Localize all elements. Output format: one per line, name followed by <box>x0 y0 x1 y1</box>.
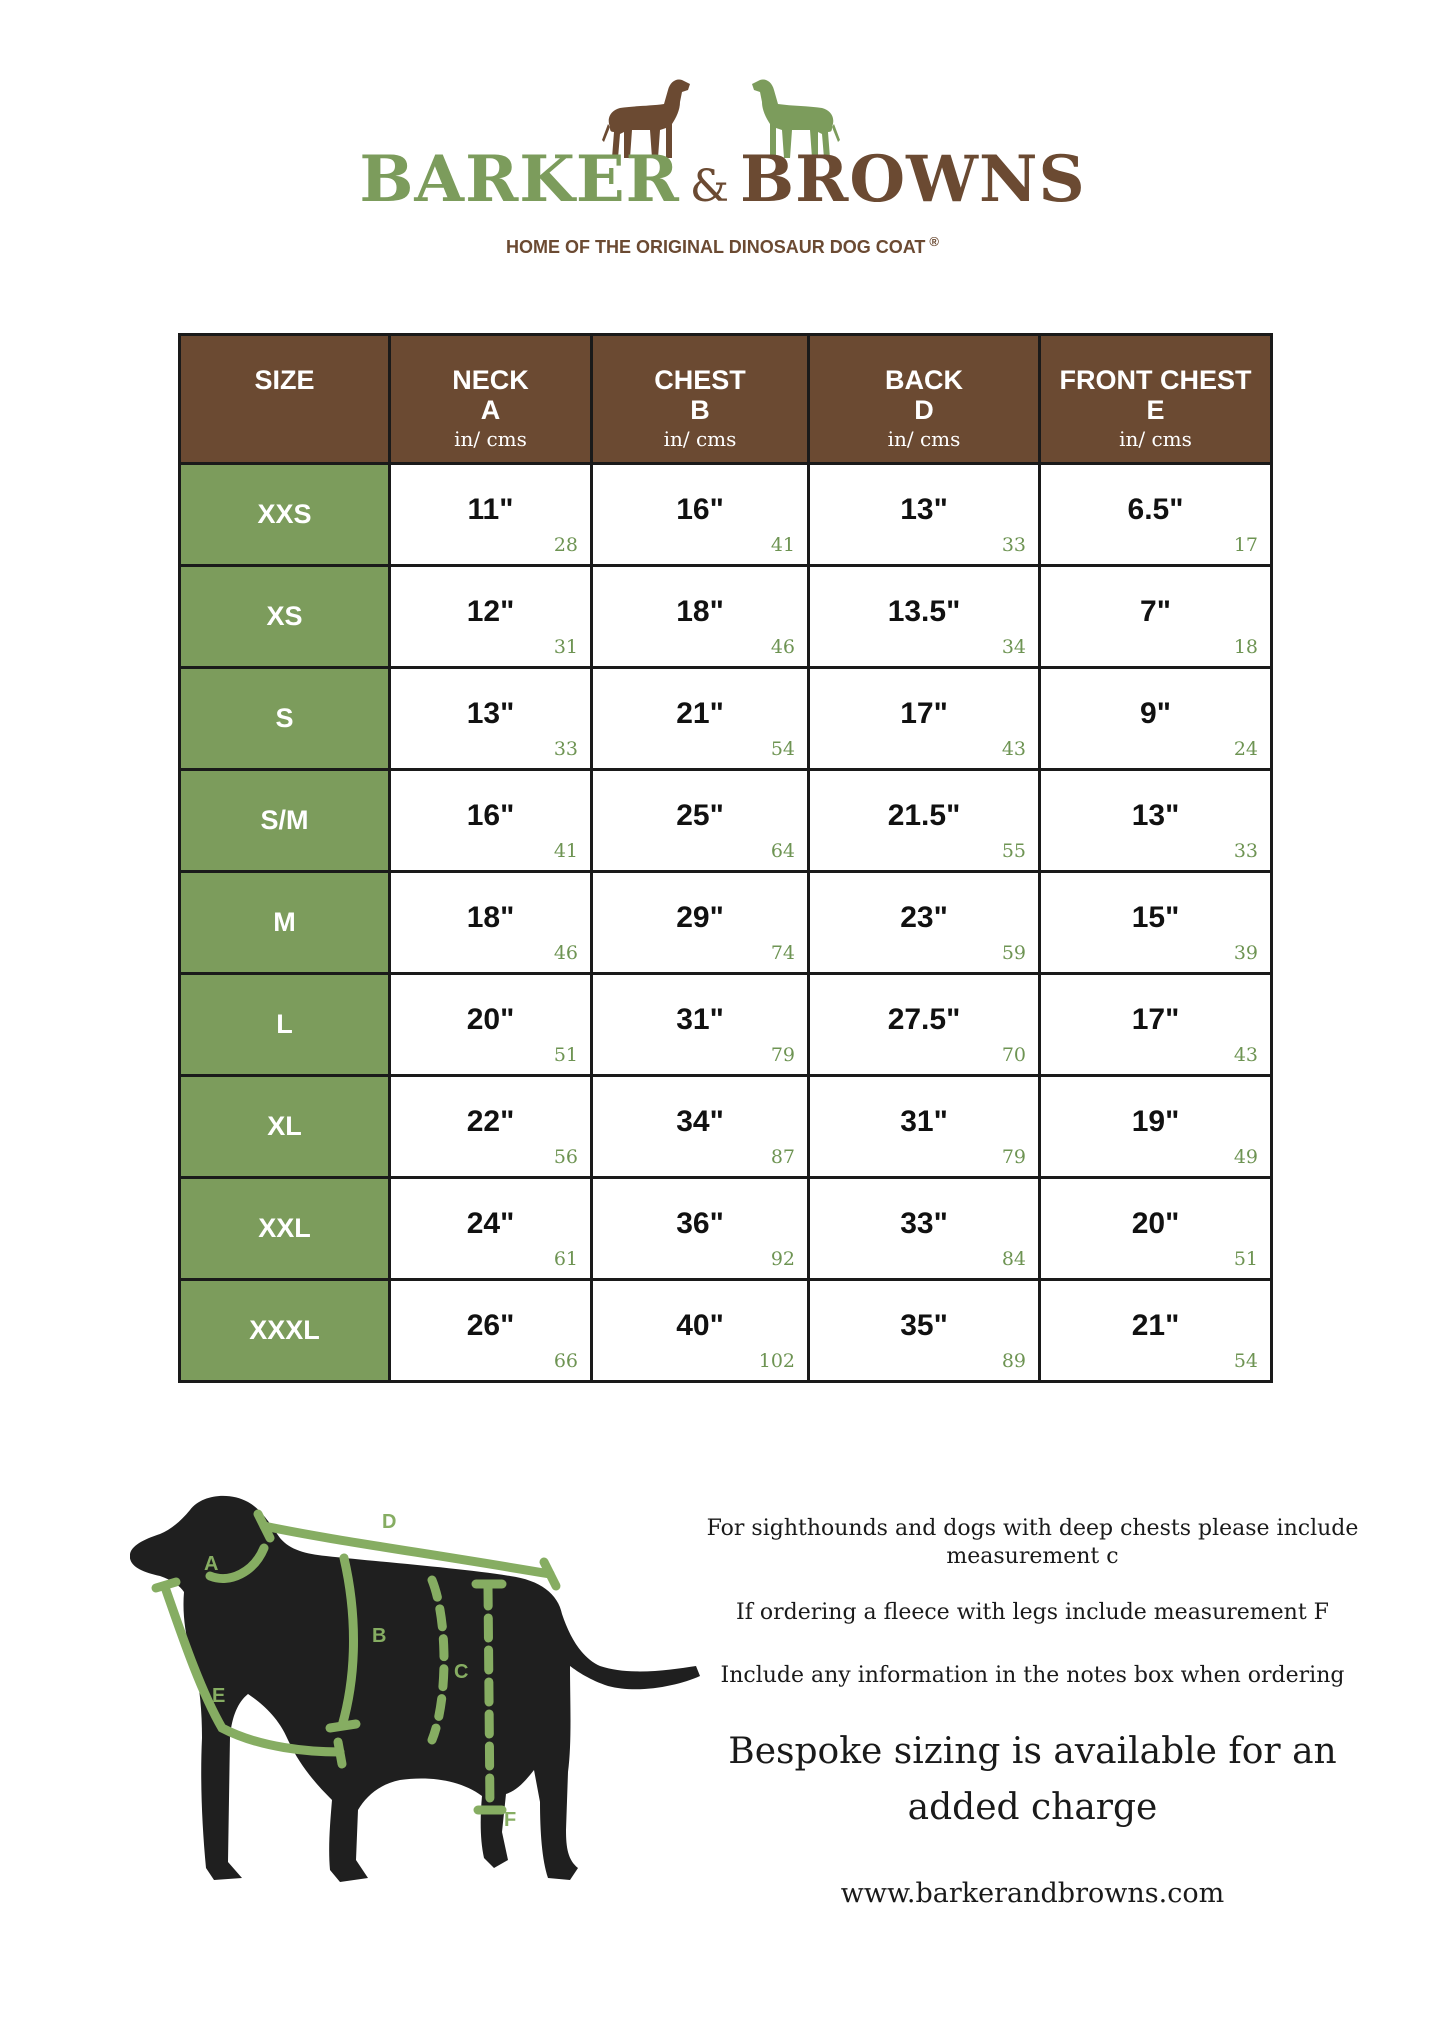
inch-value: 20" <box>466 1003 515 1036</box>
measurement-cell <box>390 668 592 770</box>
measurement-cell <box>1040 974 1272 1076</box>
registered-mark: ® <box>929 234 939 249</box>
label-b: B <box>372 1625 387 1647</box>
table-row <box>180 1076 1272 1178</box>
cm-value: 79 <box>770 1044 795 1066</box>
header-name: CHEST <box>654 365 746 395</box>
inch-value: 27.5" <box>887 1003 961 1036</box>
inch-value: 19" <box>1131 1105 1180 1138</box>
cm-value: 28 <box>553 534 578 556</box>
note-notes-box: Include any information in the notes box when ordering <box>720 1663 1345 1688</box>
inch-value: 35" <box>900 1309 948 1342</box>
inch-value: 11" <box>467 493 514 526</box>
inch-value: 18" <box>466 901 515 934</box>
inch-value: 18" <box>676 595 724 628</box>
inch-value: 21" <box>676 697 724 730</box>
measurement-cell <box>592 872 809 974</box>
measurement-cell <box>1040 1178 1272 1280</box>
measurement-cell <box>809 872 1040 974</box>
inch-value: 36" <box>676 1207 724 1240</box>
measurement-cell <box>390 566 592 668</box>
measurement-cell <box>592 1076 809 1178</box>
measurement-cell <box>592 668 809 770</box>
inch-value: 15" <box>1131 901 1180 934</box>
size-label-cell: M <box>180 872 390 974</box>
cm-value: 70 <box>1001 1044 1026 1066</box>
cm-value: 56 <box>553 1146 578 1168</box>
inch-value: 40" <box>676 1309 724 1342</box>
measurement-cell <box>592 974 809 1076</box>
header-unit: in/ cms <box>454 427 527 452</box>
brand-tagline <box>0 234 1445 258</box>
measurement-cell <box>592 566 809 668</box>
cm-value: 43 <box>1001 738 1026 760</box>
cm-value: 64 <box>770 840 795 862</box>
cm-value: 39 <box>1233 942 1258 964</box>
table-row <box>180 974 1272 1076</box>
cm-value: 41 <box>770 534 795 556</box>
inch-value: 21.5" <box>887 799 961 832</box>
cm-value: 51 <box>1233 1248 1258 1270</box>
measurement-cell <box>809 464 1040 566</box>
measurement-cell <box>809 770 1040 872</box>
measurement-cell <box>592 464 809 566</box>
header-size <box>180 335 390 464</box>
measurement-cell <box>390 1280 592 1382</box>
inch-value: 7" <box>1140 595 1171 628</box>
inch-value: 9" <box>1140 697 1171 730</box>
size-label-cell: XL <box>180 1076 390 1178</box>
table-row <box>180 1280 1272 1382</box>
header-letter: B <box>690 394 710 425</box>
measurement-cell <box>809 1178 1040 1280</box>
cm-value: 33 <box>553 738 578 760</box>
size-label-cell: XXL <box>180 1178 390 1280</box>
dog-measurement-diagram <box>130 1480 720 1890</box>
measurement-cell <box>592 1178 809 1280</box>
header-front-chest <box>1040 335 1272 464</box>
table-header-row <box>180 335 1272 464</box>
header-letter: E <box>1146 394 1165 425</box>
sizing-notes <box>700 1515 1365 1909</box>
cm-value: 102 <box>758 1350 795 1372</box>
website-link[interactable]: www.barkerandbrowns.com <box>840 1877 1225 1909</box>
measurement-cell <box>390 872 592 974</box>
measurement-cell <box>1040 668 1272 770</box>
size-label-cell: XXXL <box>180 1280 390 1382</box>
measurement-cell <box>809 668 1040 770</box>
measurement-cell <box>809 1076 1040 1178</box>
cm-value: 49 <box>1233 1146 1258 1168</box>
header-name: BACK <box>885 365 963 395</box>
cm-value: 66 <box>553 1350 578 1372</box>
table-row <box>180 872 1272 974</box>
measurement-cell <box>809 566 1040 668</box>
inch-value: 13" <box>900 493 948 526</box>
cm-value: 46 <box>770 636 795 658</box>
header-letter: A <box>480 394 501 425</box>
header-neck <box>390 335 592 464</box>
label-a: A <box>204 1553 219 1575</box>
measurement-cell <box>1040 1076 1272 1178</box>
inch-value: 21" <box>1131 1309 1180 1342</box>
cm-value: 51 <box>553 1044 578 1066</box>
note-fleece-legs: If ordering a fleece with legs include measurement F <box>736 1600 1329 1625</box>
measurement-cell <box>592 770 809 872</box>
header-unit: in/ cms <box>887 427 961 452</box>
header-name: FRONT CHEST <box>1059 365 1252 395</box>
cm-value: 61 <box>553 1248 578 1270</box>
table-row <box>180 668 1272 770</box>
size-label-cell: XXS <box>180 464 390 566</box>
measurement-cell <box>390 974 592 1076</box>
brand-wordmark <box>0 142 1445 217</box>
header-back <box>809 335 1040 464</box>
cm-value: 59 <box>1001 942 1026 964</box>
note-sighthounds: For sighthounds and dogs with deep chests please include measurement c <box>706 1516 1359 1569</box>
header-unit: in/ cms <box>1119 427 1192 452</box>
size-label-cell: S <box>180 668 390 770</box>
table-row <box>180 566 1272 668</box>
table-row <box>180 1178 1272 1280</box>
inch-value: 20" <box>1131 1207 1180 1240</box>
cm-value: 92 <box>770 1248 795 1270</box>
measurement-cell <box>1040 566 1272 668</box>
inch-value: 13" <box>1131 799 1180 832</box>
cm-value: 54 <box>1233 1350 1258 1372</box>
size-label-cell: S/M <box>180 770 390 872</box>
header-chest <box>592 335 809 464</box>
measurement-cell <box>1040 770 1272 872</box>
tagline-text: HOME OF THE ORIGINAL DINOSAUR DOG COAT <box>506 237 926 257</box>
cm-value: 55 <box>1001 840 1026 862</box>
inch-value: 31" <box>676 1003 724 1036</box>
inch-value: 29" <box>676 901 724 934</box>
size-chart-table <box>178 333 1273 1383</box>
cm-value: 46 <box>553 942 578 964</box>
inch-value: 34" <box>676 1105 724 1138</box>
inch-value: 13" <box>466 697 515 730</box>
measurement-cell <box>390 770 592 872</box>
inch-value: 16" <box>466 799 515 832</box>
measurement-cell <box>1040 872 1272 974</box>
measurement-cell <box>809 1280 1040 1382</box>
table-row <box>180 770 1272 872</box>
brand-ampersand: & <box>689 161 731 212</box>
label-e: E <box>212 1685 226 1707</box>
inch-value: 12" <box>466 595 515 628</box>
inch-value: 26" <box>466 1309 515 1342</box>
measurement-cell <box>592 1280 809 1382</box>
inch-value: 22" <box>466 1105 515 1138</box>
size-label-cell: L <box>180 974 390 1076</box>
size-label-cell: XS <box>180 566 390 668</box>
header-name: SIZE <box>254 365 315 395</box>
cm-value: 17 <box>1233 534 1258 556</box>
table-row <box>180 464 1272 566</box>
cm-value: 41 <box>553 840 578 862</box>
inch-value: 17" <box>900 697 948 730</box>
header-letter: D <box>914 394 934 425</box>
cm-value: 18 <box>1233 636 1258 658</box>
inch-value: 13.5" <box>887 595 961 628</box>
brand-name-part1: BARKER <box>359 142 680 217</box>
inch-value: 25" <box>676 799 724 832</box>
cm-value: 33 <box>1001 534 1026 556</box>
inch-value: 24" <box>466 1207 515 1240</box>
brand-name-part2: BROWNS <box>740 142 1086 217</box>
measurement-cell <box>390 1076 592 1178</box>
inch-value: 23" <box>900 901 948 934</box>
cm-value: 79 <box>1001 1146 1026 1168</box>
inch-value: 33" <box>900 1207 948 1240</box>
cm-value: 31 <box>553 636 578 658</box>
cm-value: 54 <box>770 738 795 760</box>
measurement-cell <box>390 1178 592 1280</box>
cm-value: 87 <box>770 1146 795 1168</box>
inch-value: 6.5" <box>1127 493 1184 526</box>
cm-value: 43 <box>1233 1044 1258 1066</box>
label-d: D <box>382 1511 397 1533</box>
cm-value: 33 <box>1233 840 1258 862</box>
label-c: C <box>454 1661 469 1683</box>
label-f: F <box>504 1809 517 1831</box>
measurement-cell <box>1040 1280 1272 1382</box>
inch-value: 31" <box>900 1105 948 1138</box>
cm-value: 74 <box>770 942 795 964</box>
header-name: NECK <box>452 365 529 395</box>
measurement-cell <box>809 974 1040 1076</box>
measurement-cell <box>390 464 592 566</box>
cm-value: 84 <box>1001 1248 1026 1270</box>
inch-value: 17" <box>1131 1003 1180 1036</box>
cm-value: 24 <box>1233 738 1258 760</box>
header-unit: in/ cms <box>663 427 737 452</box>
bespoke-sizing-note: Bespoke sizing is available for an added charge <box>728 1731 1337 1828</box>
cm-value: 34 <box>1001 636 1026 658</box>
inch-value: 16" <box>676 493 724 526</box>
measurement-cell <box>1040 464 1272 566</box>
cm-value: 89 <box>1001 1350 1026 1372</box>
